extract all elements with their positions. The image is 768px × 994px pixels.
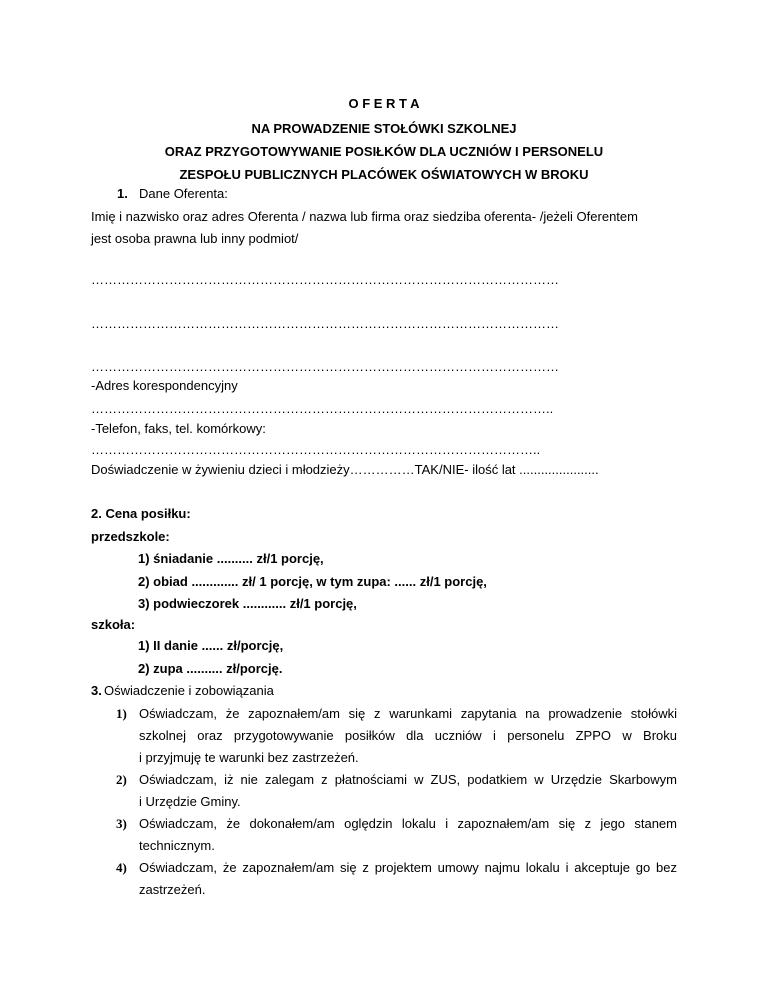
school-label: szkoła: <box>91 617 136 632</box>
preschool-label: przedszkole: <box>91 529 170 544</box>
experience-line: Doświadczenie w żywieniu dzieci i młodzieży……………TAK/NIE- ilość lat ...................... <box>91 462 599 477</box>
section-3-number: 3. <box>91 683 102 698</box>
statement-number: 1) <box>116 706 127 721</box>
address-fill-line: …………………………………………………………………………………………….. <box>91 401 554 416</box>
statement-text: i przyjmuję te warunki bez zastrzeżeń. <box>139 750 359 765</box>
school-item: 2) zupa .......... zł/porcję. <box>138 661 283 676</box>
subtitle-line-1: NA PROWADZENIE STOŁÓWKI SZKOLNEJ <box>251 121 517 136</box>
address-label: -Adres korespondencyjny <box>91 378 238 393</box>
section-1-intro-line-2: jest osoba prawna lub inny podmiot/ <box>91 231 299 246</box>
statement-text: Oświadczam, że zapoznałem/am się z projektem umowy najmu lokalu i akceptuje go bez <box>139 860 677 875</box>
phone-label: -Telefon, faks, tel. komórkowy: <box>91 421 266 436</box>
section-2-heading: 2. Cena posiłku: <box>91 506 191 521</box>
statement-text: technicznym. <box>139 838 215 853</box>
section-1-number: 1. <box>117 186 128 201</box>
statement-text: Oświadczam, że zapoznałem/am się z warunkami zapytania na prowadzenie stołówki <box>139 706 677 721</box>
fill-in-line-3: ……………………………………………………………………………………………… <box>91 359 559 374</box>
statement-number: 4) <box>116 860 127 875</box>
subtitle-line-3: ZESPOŁU PUBLICZNYCH PLACÓWEK OŚWIATOWYCH W BROKU <box>179 167 589 182</box>
section-3-heading: Oświadczenie i zobowiązania <box>104 683 274 698</box>
preschool-item: 1) śniadanie .......... zł/1 porcję, <box>138 551 324 566</box>
statement-text: Oświadczam, iż nie zalegam z płatnościami w ZUS, podatkiem w Urzędzie Skarbowym <box>139 772 677 787</box>
statement-number: 3) <box>116 816 127 831</box>
fill-in-line-2: ……………………………………………………………………………………………… <box>91 316 559 331</box>
statement-text: zastrzeżeń. <box>139 882 206 897</box>
document-title: O F E R T A <box>348 96 420 111</box>
preschool-item: 2) obiad ............. zł/ 1 porcję, w tym zupa: ...... zł/1 porcję, <box>138 574 487 589</box>
statement-text: i Urzędzie Gminy. <box>139 794 241 809</box>
section-1-intro-line-1: Imię i nazwisko oraz adres Oferenta / nazwa lub firma oraz siedziba oferenta- /jeżeli Oferentem <box>91 209 638 224</box>
statement-text: szkolnej oraz przygotowywanie posiłków dla uczniów i personelu ZPPO w Broku <box>139 728 677 743</box>
phone-fill-line: ………………………………………………………………………………………….. <box>91 442 541 457</box>
statement-number: 2) <box>116 772 127 787</box>
school-item: 1) II danie ...... zł/porcję, <box>138 638 284 653</box>
subtitle-line-2: ORAZ PRZYGOTOWYWANIE POSIŁKÓW DLA UCZNIÓW I PERSONELU <box>164 144 604 159</box>
preschool-item: 3) podwieczorek ............ zł/1 porcję, <box>138 596 357 611</box>
section-1-heading: Dane Oferenta: <box>139 186 228 201</box>
statement-text: Oświadczam, że dokonałem/am oględzin lokalu i zapoznałem/am się z jego stanem <box>139 816 677 831</box>
fill-in-line-1: ……………………………………………………………………………………………… <box>91 272 559 287</box>
